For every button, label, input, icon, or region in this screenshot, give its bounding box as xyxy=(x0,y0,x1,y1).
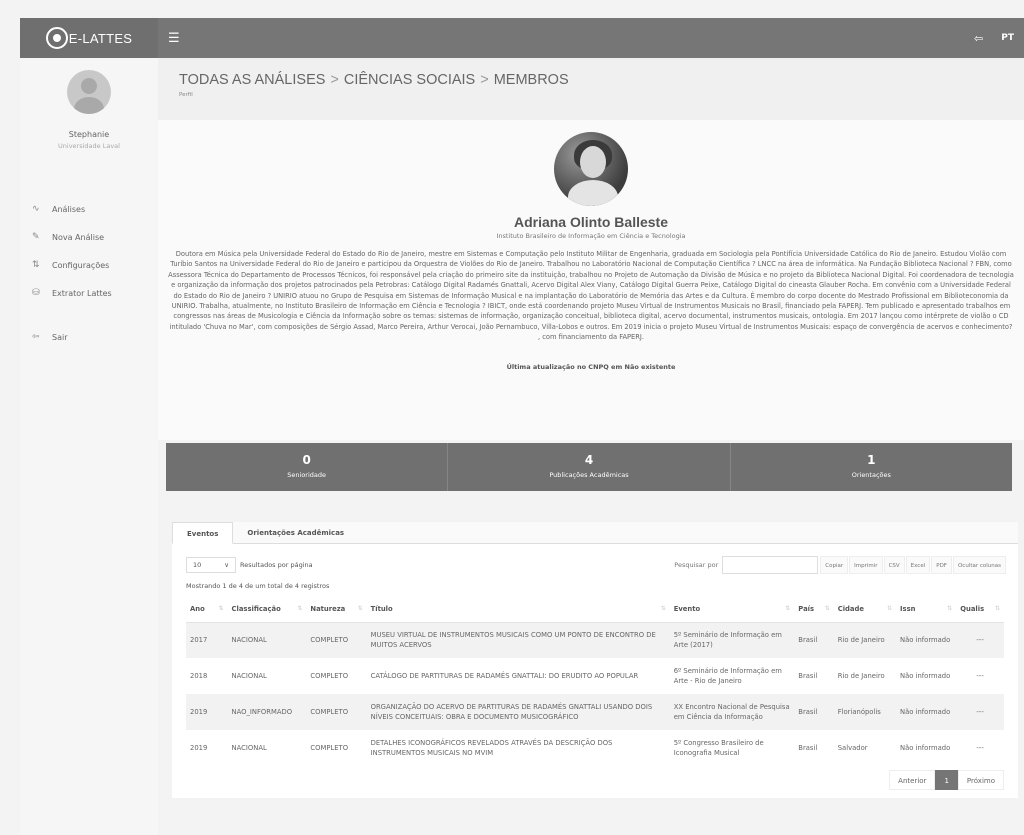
stat-seniority xyxy=(166,443,448,491)
search-input[interactable] xyxy=(722,556,818,574)
profile-photo xyxy=(554,132,628,206)
sidebar-item-extrator-lattes[interactable] xyxy=(20,279,158,307)
breadcrumb-separator: > xyxy=(480,72,489,88)
column-header-natureza[interactable]: Natureza ⇅ xyxy=(306,596,366,622)
column-header-cidade[interactable]: Cidade ⇅ xyxy=(834,596,896,622)
column-header-classificacao[interactable]: Classificação ⇅ xyxy=(228,596,307,622)
cell-evento: 6º Seminário de Informação em Arte - Rio de Janeiro xyxy=(673,667,782,685)
logout-icon[interactable]: ⇦ xyxy=(974,31,984,45)
cell-natureza: COMPLETO xyxy=(310,672,349,680)
profile-institution: Instituto Brasileiro de Informação em Ciência e Tecnologia xyxy=(496,232,686,240)
cell-titulo: DETALHES ICONOGRÁFICOS REVELADOS ATRAVÉS DA DESCRIÇÃO DOS INSTRUMENTOS MUSICAIS NO MVIM xyxy=(370,739,613,757)
cell-classificacao: NACIONAL xyxy=(231,636,267,645)
stat-value: 1 xyxy=(867,453,876,467)
sidebar-item-analises[interactable] xyxy=(20,195,158,223)
table-header-row xyxy=(186,596,1004,622)
stat-publications xyxy=(448,443,730,491)
sidebar-item-label: Nova Análise xyxy=(52,232,105,242)
sidebar-item-nova-analise[interactable] xyxy=(20,223,158,251)
page-size-value: 10 xyxy=(193,561,202,569)
tab-orientacoes-academicas[interactable]: Orientações Acadêmicas xyxy=(247,529,345,537)
cell-pais: Brasil xyxy=(798,744,818,752)
sidebar-item-sair[interactable] xyxy=(20,323,158,351)
sidebar-item-label: Sair xyxy=(52,332,68,342)
sort-icon: ⇅ xyxy=(218,604,224,612)
profile-bio: Doutora em Música pela Universidade Federal do Estado do Rio de Janeiro, mestre em Sistemas e Computação pelo Instituto Militar de Engenharia, graduada em Sociologia pela Pontifícia Universidade Católica do Rio de Janeiro. Estudou Violão com Turíbio Santos na Universidade Federal do Rio de Janeiro e participou da Orquestra de Violões do Rio de Janeiro. Trabalhou no Laboratório Nacional de Computação Científica ? LNCC na área de informática. Na Fundação Biblioteca Nacional ? FBN, como Assessora Técnica do Departamento de Processos Técnicos, foi responsável pela criação do primeiro site da instituição, trabalhou no Projeto de Automação da Divisão de Música e no projeto da Biblioteca Nacional Digital. Foi coordenadora de tecnologia e organização da informação dos projetos patrocinados pela Petrobras: Catálogo Digital Radamés Gnattali, Acervo Digital Alex Viany, Catálogo Digital Guerra Peixe, Catálogo Digital do cineasta Glauber Rocha. Em convênio com a Universidade Federal do Estado do Rio de Janeiro ? UNIRIO atuou no Grupo de Pesquisa em Sistemas de Informação Musical e na implantação do Laboratório de Memória das Artes e da Cultura. É membro do corpo docente do Mestrado Profissional em Biblioteconomia da UNIRIO. Trabalha, atualmente, no Instituto Brasileiro de Informação em Ciência e Tecnologia ? IBICT, onde está coordenando projeto Museu Virtual de Instrumentos Musicais no Brasil, financiado pela FAPERJ. Tem publicado e apresentado trabalhos em congressos nas áreas de Musicologia e Ciência da Informação sobre os temas: sistemas de informação, organização conceitual, biblioteca digital, acervo documental, instrumentos musicais, ontologia. Em 2017 lançou como intérprete de violão o CD intitulado 'Chuva no Mar', com composições de Sérgio Assad, Marco Pereira, Arthur Verocai, João Pernambuco, Villa-Lobos e outros. Em 2019 inicia o projeto Museu Virtual de Instrumentos Musicais: espaço de convergência de acervos e conhecimento? , com financiamento da FAPERJ. xyxy=(168,250,1014,342)
column-header-qualis[interactable]: Qualis ⇅ xyxy=(956,596,1004,622)
breadcrumb-members: MEMBROS xyxy=(493,72,569,88)
cell-qualis: --- xyxy=(976,708,984,716)
breadcrumb-all-analyses[interactable]: TODAS AS ANÁLISES xyxy=(179,72,326,88)
cell-issn: Não informado xyxy=(900,708,951,716)
stat-label: Publicações Acadêmicas xyxy=(549,471,629,479)
cell-classificacao: NACIONAL xyxy=(231,744,267,752)
cell-ano: 2017 xyxy=(190,636,208,645)
hamburger-icon[interactable]: ☰ xyxy=(168,30,180,46)
table-row xyxy=(186,622,1004,658)
table-controls xyxy=(172,544,1018,576)
column-header-titulo[interactable]: Título ⇅ xyxy=(367,596,670,622)
cell-cidade: Salvador xyxy=(837,744,868,752)
cell-qualis: --- xyxy=(976,744,984,752)
cell-cidade: Rio de Janeiro xyxy=(837,672,885,680)
events-card xyxy=(172,522,1018,798)
cell-natureza: COMPLETO xyxy=(310,708,349,716)
table-row xyxy=(186,694,1004,730)
logout-icon: ⇦ xyxy=(32,332,40,342)
top-bar xyxy=(20,18,1024,58)
tab-eventos[interactable]: Eventos xyxy=(172,522,233,544)
sort-icon: ⇅ xyxy=(947,604,953,612)
hide-columns-button[interactable]: Ocultar colunas xyxy=(953,556,1006,574)
cell-pais: Brasil xyxy=(798,636,818,645)
chevron-down-icon: ∨ xyxy=(224,561,229,569)
cell-titulo: CATÁLOGO DE PARTITURAS DE RADAMÉS GNATTALI: DO ERUDITO AO POPULAR xyxy=(370,672,639,680)
cell-ano: 2019 xyxy=(190,744,208,752)
cell-qualis: --- xyxy=(976,672,984,680)
results-per-page-label: Resultados por página xyxy=(240,561,313,569)
cell-titulo: MUSEU VIRTUAL DE INSTRUMENTOS MUSICAIS COMO UM PONTO DE ENCONTRO DE MUITOS ACERVOS xyxy=(370,631,656,650)
chart-line-icon: ∿ xyxy=(32,204,40,214)
cell-titulo: ORGANIZAÇÃO DO ACERVO DE PARTITURAS DE RADAMÉS GNATTALI USANDO DOIS NÍVEIS CONCEITUAIS: OBRA E DOCUMENTO MUSICOGRÁFICO xyxy=(370,703,653,721)
export-buttons xyxy=(820,556,1006,574)
cell-evento: 5º Seminário de Informação em Arte (2017) xyxy=(673,631,782,650)
brand-logo-icon xyxy=(46,27,68,49)
pdf-button[interactable]: PDF xyxy=(931,556,952,574)
brand-name: E-LATTES xyxy=(68,30,133,46)
profile-section xyxy=(158,120,1024,440)
sort-icon: ⇅ xyxy=(660,604,666,612)
sidebar-item-label: Análises xyxy=(52,204,86,214)
cell-pais: Brasil xyxy=(798,672,818,680)
excel-button[interactable]: Excel xyxy=(906,556,931,574)
sidebar-item-label: Extrator Lattes xyxy=(52,288,112,298)
sliders-icon: ⇅ xyxy=(32,260,40,270)
user-name: Stephanie xyxy=(68,130,110,139)
sidebar-nav xyxy=(20,195,158,351)
main-content xyxy=(158,58,1024,835)
cell-natureza: COMPLETO xyxy=(310,636,349,645)
sort-icon: ⇅ xyxy=(785,604,791,612)
copy-button[interactable]: Copiar xyxy=(820,556,848,574)
csv-button[interactable]: CSV xyxy=(884,556,905,574)
profile-name: Adriana Olinto Balleste xyxy=(513,214,669,230)
last-update: Última atualização no CNPQ em Não existente xyxy=(506,362,676,371)
cell-qualis: --- xyxy=(976,636,984,645)
stat-orientations xyxy=(731,443,1012,491)
sort-icon: ⇅ xyxy=(886,604,892,612)
sort-icon: ⇅ xyxy=(994,604,1000,612)
cell-natureza: COMPLETO xyxy=(310,744,349,752)
avatar xyxy=(67,70,111,114)
cell-issn: Não informado xyxy=(900,744,951,752)
sort-icon: ⇅ xyxy=(297,604,303,612)
stat-label: Orientações xyxy=(851,471,891,479)
next-page-button[interactable]: Próximo xyxy=(958,770,1004,790)
pagination xyxy=(889,770,1004,790)
cell-evento: XX Encontro Nacional de Pesquisa em Ciência da Informação xyxy=(673,703,790,721)
cell-cidade: Rio de Janeiro xyxy=(837,636,885,645)
table-row xyxy=(186,658,1004,694)
edit-icon: ✎ xyxy=(32,232,40,242)
sidebar-item-configuracoes[interactable] xyxy=(20,251,158,279)
stat-value: 0 xyxy=(302,453,311,467)
breadcrumb-social-sciences[interactable]: CIÊNCIAS SOCIAIS xyxy=(343,72,476,88)
cell-ano: 2018 xyxy=(190,672,208,680)
sidebar xyxy=(20,58,158,835)
cell-cidade: Florianópolis xyxy=(837,708,881,716)
cell-ano: 2019 xyxy=(190,708,208,716)
column-header-pais[interactable]: País ⇅ xyxy=(794,596,833,622)
page-size-select[interactable] xyxy=(186,557,236,573)
column-header-issn[interactable]: Issn ⇅ xyxy=(896,596,956,622)
cell-classificacao: NAO_INFORMADO xyxy=(231,708,293,716)
cell-issn: Não informado xyxy=(900,672,951,680)
page-button-current[interactable]: 1 xyxy=(935,770,957,790)
events-table xyxy=(186,596,1004,766)
page-subtitle: Perfil xyxy=(179,92,193,98)
sort-icon: ⇅ xyxy=(357,604,363,612)
user-organization: Universidade Laval xyxy=(58,142,120,150)
stat-value: 4 xyxy=(584,453,594,467)
brand[interactable] xyxy=(20,18,158,58)
breadcrumb xyxy=(179,72,1024,88)
print-button[interactable]: Imprimir xyxy=(849,556,882,574)
previous-page-button[interactable]: Anterior xyxy=(889,770,935,790)
table-row xyxy=(186,730,1004,766)
cell-issn: Não informado xyxy=(900,636,951,645)
page-header xyxy=(158,58,1024,120)
cell-evento: 5º Congresso Brasileiro de Iconografia Musical xyxy=(673,739,764,757)
search-label: Pesquisar por xyxy=(674,561,719,569)
stats-bar xyxy=(166,443,1012,491)
cell-classificacao: NACIONAL xyxy=(231,672,267,680)
tab-bar xyxy=(172,522,1018,544)
column-header-ano[interactable]: Ano ⇅ xyxy=(186,596,228,622)
stat-label: Senioridade xyxy=(287,471,327,479)
records-info: Mostrando 1 de 4 de um total de 4 registros xyxy=(186,582,330,590)
language-selector[interactable]: PT xyxy=(1001,33,1014,43)
column-header-evento[interactable]: Evento ⇅ xyxy=(670,596,795,622)
sort-icon: ⇅ xyxy=(824,604,830,612)
breadcrumb-separator: > xyxy=(330,72,339,88)
database-icon: ⛁ xyxy=(32,288,40,298)
cell-pais: Brasil xyxy=(798,708,818,716)
sidebar-item-label: Configurações xyxy=(52,260,110,270)
